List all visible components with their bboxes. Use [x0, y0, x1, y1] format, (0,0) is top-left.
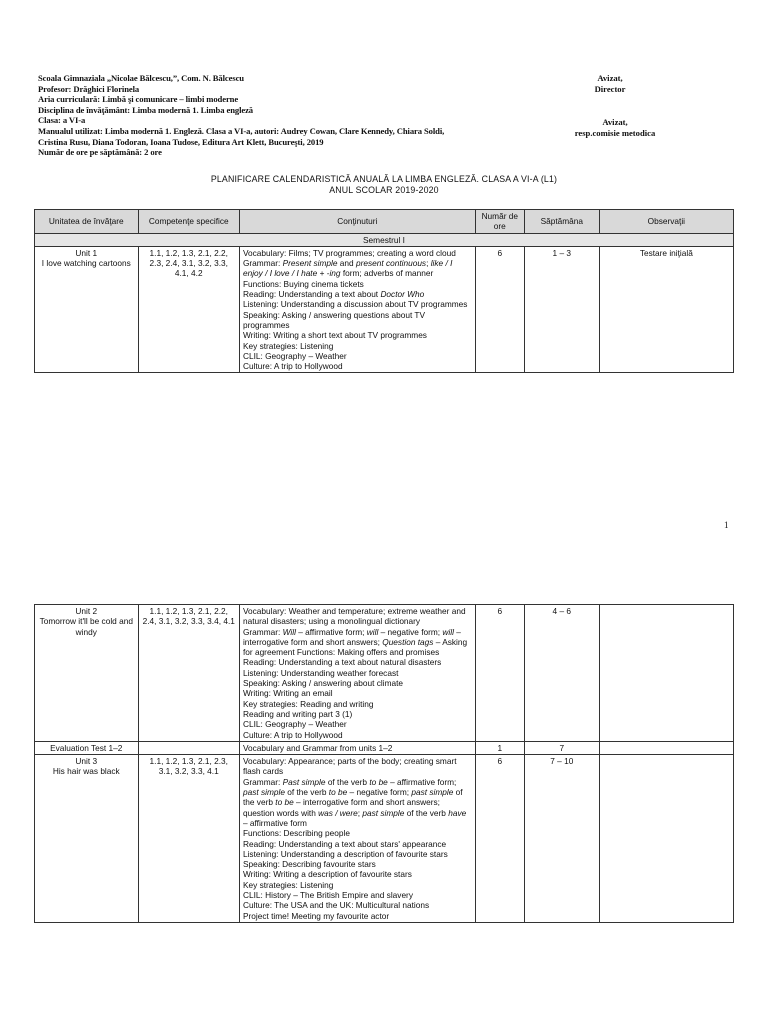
approval-label: Avizat, [597, 73, 623, 83]
unit-number: Unit 1 [75, 247, 98, 258]
culture-line: Culture: A trip to Hollywood [242, 729, 343, 740]
subject-name: Disciplina de învăţământ: Limba modernă 1. Limba engleză [38, 104, 253, 115]
listening-line: Listening: Understanding a description of favourite stars [242, 848, 448, 859]
reading-line: Reading: Understanding a text about Doctor Who [242, 289, 425, 300]
planning-table-page-1 [34, 209, 734, 373]
unit-cell: Evaluation Test 1–2 [35, 741, 139, 754]
clil-line: CLIL: Geography – Weather [242, 719, 347, 730]
competences-cell: 1.1, 1.2, 1.3, 2.1, 2.3, 3.1, 3.2, 3.3, 4.1 [138, 755, 239, 923]
speaking-line: Speaking: Describing favourite stars [242, 859, 376, 870]
planning-table-page-2 [34, 604, 734, 923]
vocabulary-line: Vocabulary: Weather and temperature; extreme weather and natural disasters; using a monolingual dictionary [242, 606, 466, 627]
reading-line: Reading: Understanding a text about natural disasters [242, 657, 442, 668]
table-row-unit-3 [35, 755, 734, 923]
speaking-line: Speaking: Asking / answering about climate [242, 678, 404, 689]
week-cell: 7 – 10 [524, 755, 599, 923]
clil-line: CLIL: History – The British Empire and slavery [242, 890, 413, 901]
table-header-row [35, 210, 734, 234]
unit-title: His hair was black [52, 766, 120, 777]
unit-cell [35, 605, 139, 742]
approval-role: Director [594, 83, 626, 94]
hours-cell: 6 [475, 246, 524, 373]
approval-label: Avizat, [602, 117, 628, 127]
manual-info: Manualul utilizat: Limba modernă 1. Engleză. Clasa a VI-a, autori: Audrey Cowan, Clare Kennedy, Chiara Soldi, [38, 125, 445, 136]
functions-line: Functions: Describing people [242, 828, 350, 839]
remarks-cell: Testare iniţială [599, 246, 733, 373]
semester-row [35, 233, 734, 246]
table-row-unit-2 [35, 605, 734, 742]
document-title [0, 174, 768, 196]
contents-cell [239, 605, 475, 742]
listening-line: Listening: Understanding weather forecast [242, 667, 399, 678]
header-competences: Competenţe specifice [138, 210, 239, 234]
functions-line: Functions: Buying cinema tickets [242, 278, 364, 289]
week-cell: 7 [524, 741, 599, 754]
culture-line: Culture: A trip to Hollywood [242, 361, 343, 372]
document-header [38, 73, 558, 158]
strategies-line: Key strategies: Listening [242, 340, 334, 351]
unit-title: Tomorrow it'll be cold and windy [39, 616, 133, 637]
hours-cell: 6 [475, 755, 524, 923]
contents-cell [239, 246, 475, 373]
strategies-line: Key strategies: Listening [242, 879, 334, 890]
hours-cell: 6 [475, 605, 524, 742]
remarks-cell [599, 741, 733, 754]
speaking-line: Speaking: Asking / answering questions about TV programmes [242, 309, 426, 330]
teacher-name: Profesor: Drăghici Florinela [38, 83, 140, 94]
project-line: Project time! Meeting my favourite actor [242, 910, 390, 921]
weekly-hours: Număr de ore pe săptămână: 2 ore [38, 147, 162, 158]
director-approval [560, 73, 660, 94]
competences-cell: 1.1, 1.2, 1.3, 2.1, 2.2, 2.3, 2.4, 3.1, 3.2, 3.3, 4.1, 4.2 [138, 246, 239, 373]
grammar-line: Grammar: Present simple and present continuous; like / I enjoy / I love / I hate + -ing form; adverbs of manner [242, 258, 453, 279]
header-week: Săptămâna [524, 210, 599, 234]
approval-role: resp.comisie metodica [574, 127, 656, 138]
competences-cell: 1.1, 1.2, 1.3, 2.1, 2.2, 2.4, 3.1, 3.2, 3.3, 3.4, 4.1 [138, 605, 239, 742]
competences-cell [138, 741, 239, 754]
vocabulary-line: Vocabulary: Appearance; parts of the body; creating smart flash cards [242, 756, 457, 777]
culture-line: Culture: The USA and the UK: Multicultural nations [242, 900, 430, 911]
table-row-unit-1 [35, 246, 734, 373]
unit-cell [35, 246, 139, 373]
contents-cell [239, 755, 475, 923]
unit-cell [35, 755, 139, 923]
title-line-2: ANUL SCOLAR 2019-2020 [329, 184, 439, 195]
unit-number: Unit 3 [75, 756, 98, 767]
hours-cell: 1 [475, 741, 524, 754]
unit-number: Unit 2 [75, 606, 98, 616]
week-cell: 4 – 6 [524, 605, 599, 742]
table-row-evaluation [35, 741, 734, 754]
header-unit: Unitatea de învăţare [35, 210, 139, 234]
writing-line: Writing: Writing a description of favourite stars [242, 869, 412, 880]
listening-line: Listening: Understanding a discussion about TV programmes [242, 299, 468, 310]
commission-approval [560, 117, 670, 138]
header-hours: Număr de ore [475, 210, 524, 234]
remarks-cell [599, 605, 733, 742]
header-contents: Conţinuturi [239, 210, 475, 234]
school-name: Scoala Gimnaziala „Nicolae Bălcescu,”, Com. N. Bălcescu [38, 73, 244, 83]
contents-cell: Vocabulary and Grammar from units 1–2 [239, 741, 475, 754]
writing-line: Writing: Writing a short text about TV programmes [242, 330, 427, 341]
curricular-area: Aria curriculară: Limbă şi comunicare – limbi moderne [38, 94, 239, 105]
semester-label: Semestrul I [35, 233, 734, 246]
remarks-cell [599, 755, 733, 923]
manual-authors: Cristina Rusu, Diana Todoran, Ioana Tudose, Editura Art Klett, Bucureşti, 2019 [38, 136, 324, 147]
writing-line: Writing: Writing an email [242, 688, 333, 699]
grammar-line: Grammar: Past simple of the verb to be – affirmative form; past simple of the verb to be – negative form; past simple of the verb to be – interrogative form and short answers; question words with was / were; past simple of the verb have – affirmative form [242, 776, 467, 828]
strategies-line: Key strategies: Reading and writing [242, 698, 374, 709]
reading-line: Reading: Understanding a text about stars' appearance [242, 838, 447, 849]
page-number: 1 [724, 520, 729, 530]
grammar-line: Grammar: Will – affirmative form; will – negative form; will – interrogative form and short answers; Question tags – Asking for agreement Functions: Making offers and promises [242, 626, 468, 658]
title-line-1: PLANIFICARE CALENDARISTICĂ ANUALĂ LA LIMBA ENGLEZĂ. CLASA A VI-A (L1) [210, 174, 558, 184]
week-cell: 1 – 3 [524, 246, 599, 373]
reading-writing-line: Reading and writing part 3 (1) [242, 708, 353, 719]
vocabulary-line: Vocabulary: Films; TV programmes; creating a word cloud [242, 247, 456, 258]
class-name: Clasa: a VI-a [38, 115, 86, 126]
clil-line: CLIL: Geography – Weather [242, 350, 347, 361]
unit-title: I love watching cartoons [41, 258, 131, 269]
header-remarks: Observaţii [599, 210, 733, 234]
